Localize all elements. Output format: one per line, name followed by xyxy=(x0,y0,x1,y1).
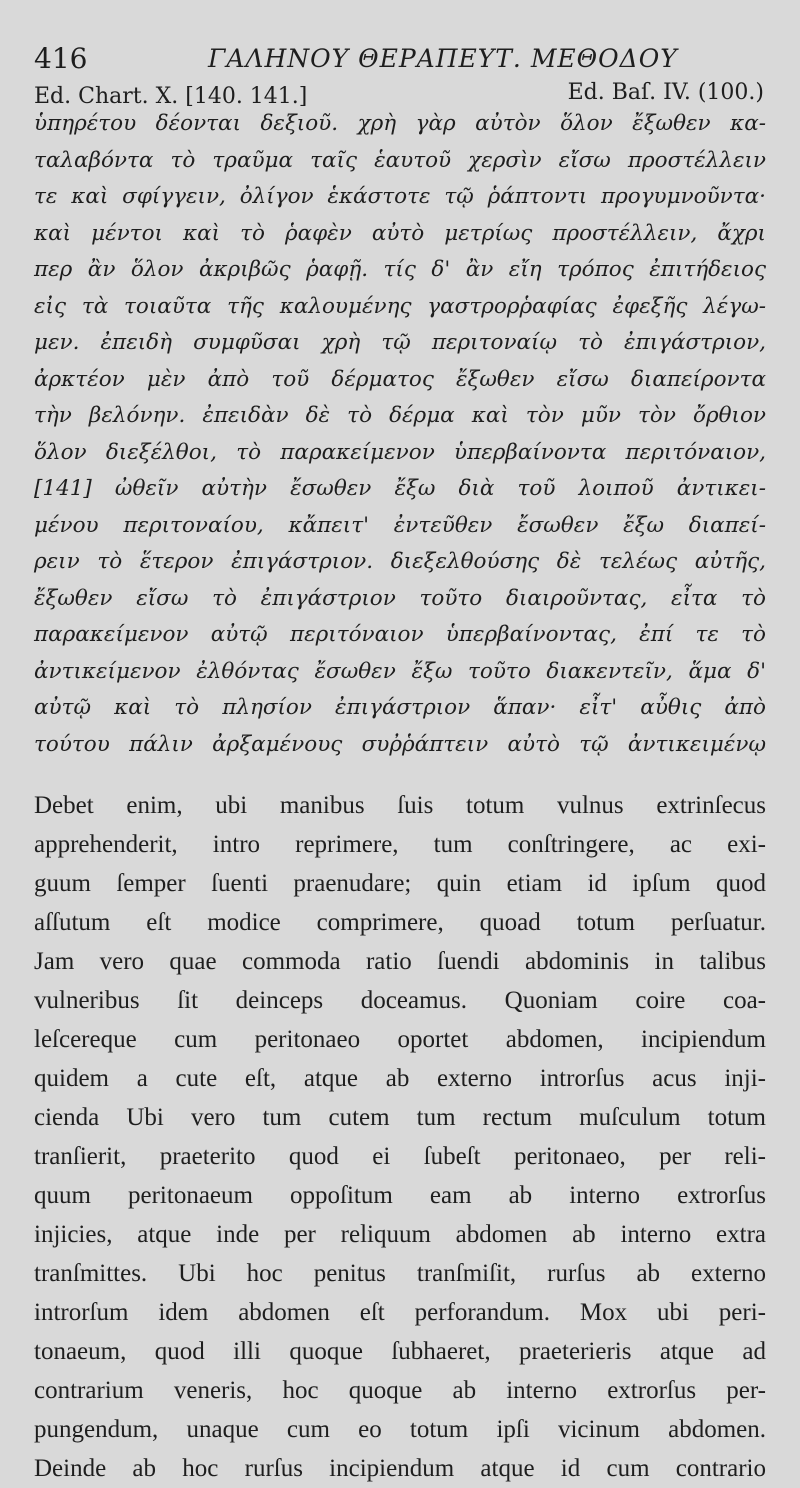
latin-text-block xyxy=(34,786,766,1488)
latin-line: leſcereque cum peritonaeo oportet abdomen, incipiendum xyxy=(34,1026,766,1053)
latin-line: aſſutum eſt modice comprimere, quoad totum perſuatur. xyxy=(34,909,766,936)
page-number: 416 xyxy=(34,42,88,75)
greek-line: ἔξωθεν εἴσω τὸ ἐπιγάστριον τοῦτο διαιροῦντας, εἶτα τὸ xyxy=(34,585,766,611)
latin-line: quum peritonaeum oppoſitum eam ab interno extrorſus xyxy=(34,1182,766,1209)
latin-line: vulneribus ſit deinceps doceamus. Quoniam coire coa- xyxy=(34,987,766,1014)
greek-line: τε καὶ σφίγγειν, ὀλίγον ἑκάστοτε τῷ ῥάπτοντι προγυμνοῦντα· xyxy=(34,184,766,209)
greek-line: ταλαβόντα τὸ τραῦμα ταῖς ἑαυτοῦ χερσὶν εἴσω προστέλλειν xyxy=(34,147,766,173)
greek-line: περ ἂν ὅλον ἀκριβῶς ῥαφῇ. τίς δ' ἂν εἴη τρόπος ἐπιτήδειος xyxy=(34,257,766,282)
latin-line: pungendum, unaque cum eo totum ipſi vicinum abdomen. xyxy=(34,1416,766,1443)
greek-line: τούτου πάλιν ἀρξαμένους συῤῥάπτειν αὐτὸ τῷ ἀντικειμένῳ xyxy=(34,731,766,757)
greek-line: αὐτῷ καὶ τὸ πλησίον ἐπιγάστριον ἅπαν· εἶτ' αὖθις ἀπὸ xyxy=(34,695,766,720)
greek-line: ἀντικείμενον ἐλθόντας ἔσωθεν ἔξω τοῦτο διακεντεῖν, ἅμα δ' xyxy=(34,658,766,684)
edition-reference-right: Ed. Baſ. IV. (100.) xyxy=(567,80,764,105)
latin-line: tranſierit, praeterito quod ei ſubeſt peritonaeo, per reli- xyxy=(34,1143,766,1170)
latin-line: apprehenderit, intro reprimere, tum conſtringere, ac exi- xyxy=(34,831,766,858)
greek-line: [141] ὠθεῖν αὐτὴν ἔσωθεν ἔξω διὰ τοῦ λοιποῦ ἀντικει- xyxy=(34,476,766,501)
greek-line: τὴν βελόνην. ἐπειδὰν δὲ τὸ δέρμα καὶ τὸν μῦν τὸν ὄρθιον xyxy=(34,403,766,428)
latin-line: injicies, atque inde per reliquum abdomen ab interno extra xyxy=(34,1221,766,1248)
greek-text-block xyxy=(34,106,766,763)
latin-line: Jam vero quae commoda ratio ſuendi abdominis in talibus xyxy=(34,948,766,975)
greek-line: μεν. ἐπειδὴ συμφῦσαι χρὴ τῷ περιτοναίῳ τὸ ἐπιγάστριον, xyxy=(34,330,766,355)
latin-line: tonaeum, quod illi quoque ſubhaeret, praeterieris atque ad xyxy=(34,1338,766,1365)
latin-line: Deinde ab hoc rurſus incipiendum atque id cum contrario xyxy=(34,1455,766,1482)
greek-line: εἰς τὰ τοιαῦτα τῆς καλουμένης γαστρορῥαφίας ἐφεξῆς λέγω- xyxy=(34,293,766,319)
latin-line: contrarium veneris, hoc quoque ab interno extrorſus per- xyxy=(34,1377,766,1404)
latin-line: cienda Ubi vero tum cutem tum rectum muſculum totum xyxy=(34,1104,766,1131)
latin-line: tranſmittes. Ubi hoc penitus tranſmiſit, rurſus ab externo xyxy=(34,1260,766,1287)
greek-line: ὑπηρέτου δέονται δεξιοῦ. χρὴ γὰρ αὐτὸν ὅλον ἔξωθεν κα- xyxy=(34,111,766,136)
latin-line: introrſum idem abdomen eſt perforandum. Mox ubi peri- xyxy=(34,1299,766,1326)
greek-line: ὅλον διεξέλθοι, τὸ παρακείμενον ὑπερβαίνοντα περιτόναιον, xyxy=(34,439,766,465)
greek-line: ρειν τὸ ἕτερον ἐπιγάστριον. διεξελθούσης δὲ τελέως αὐτῆς, xyxy=(34,549,766,574)
greek-line: καὶ μέντοι καὶ τὸ ῥαφὲν αὐτὸ μετρίως προστέλλειν, ἄχρι xyxy=(34,220,766,246)
latin-line: Debet enim, ubi manibus ſuis totum vulnus extrinſecus xyxy=(34,792,766,819)
greek-line: παρακείμενον αὐτῷ περιτόναιον ὑπερβαίνοντας, ἐπί τε τὸ xyxy=(34,622,766,647)
greek-line: μένου περιτοναίου, κἄπειτ' ἐντεῦθεν ἔσωθεν ἔξω διαπεί- xyxy=(34,512,766,538)
latin-line: quidem a cute eſt, atque ab externo introrſus acus inji- xyxy=(34,1065,766,1092)
edition-reference-left: Ed. Chart. X. [140. 141.] xyxy=(34,84,308,109)
page-header xyxy=(28,42,772,76)
running-title: ΓΑΛΗΝΟΥ ΘΕΡΑΠΕΥΤ. ΜΕΘΟΔΟΥ xyxy=(208,44,678,73)
latin-line: guum ſemper ſuenti praenudare; quin etiam id ipſum quod xyxy=(34,870,766,897)
greek-line: ἀρκτέον μὲν ἀπὸ τοῦ δέρματος ἔξωθεν εἴσω διαπείροντα xyxy=(34,366,766,392)
